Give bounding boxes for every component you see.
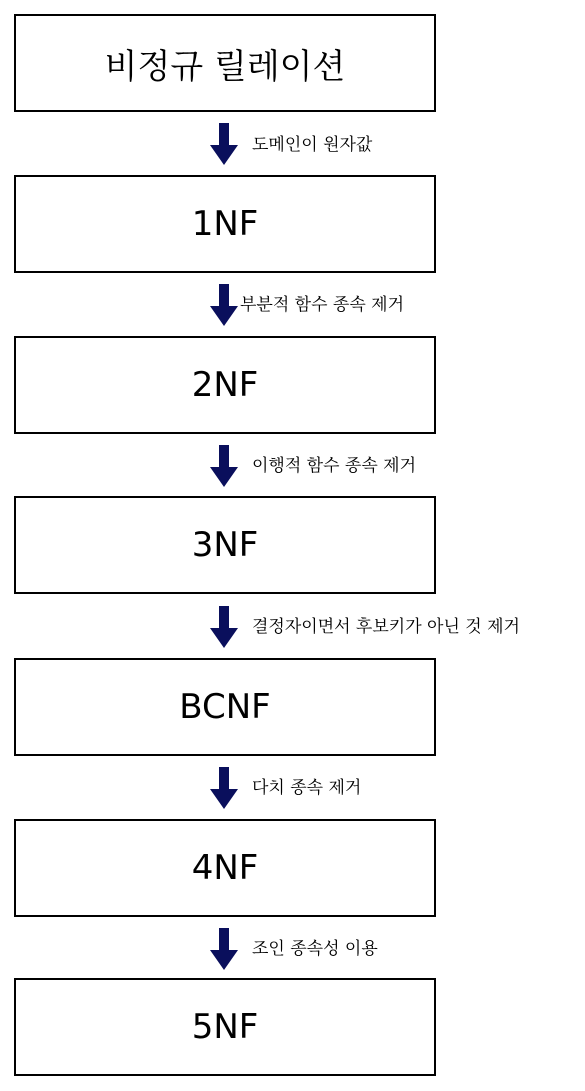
transition-label: 결정자이면서 후보키가 아닌 것 제거 <box>252 617 520 637</box>
transition-label: 다치 종속 제거 <box>252 778 362 798</box>
stage-label: 비정규 릴레이션 <box>104 46 346 87</box>
down-arrow-icon <box>209 606 239 648</box>
stage-box-4nf <box>14 819 436 917</box>
stage-box-bcnf <box>14 658 436 756</box>
stage-label: 2NF <box>191 365 259 405</box>
down-arrow-icon <box>209 445 239 487</box>
stage-box-1nf <box>14 175 436 273</box>
transition-label: 도메인이 원자값 <box>252 135 373 155</box>
stage-box-2nf <box>14 336 436 434</box>
stage-label: 3NF <box>191 525 259 565</box>
stage-label: 5NF <box>191 1007 259 1047</box>
transition-label: 이행적 함수 종속 제거 <box>252 456 417 476</box>
stage-label: 4NF <box>191 848 259 888</box>
down-arrow-icon <box>209 123 239 165</box>
stage-box-5nf <box>14 978 436 1076</box>
stage-label: 1NF <box>191 204 259 244</box>
transition-label: 부분적 함수 종속 제거 <box>240 295 405 315</box>
stage-label: BCNF <box>179 687 271 727</box>
stage-box-unnormalized <box>14 14 436 112</box>
stage-box-3nf <box>14 496 436 594</box>
transition-label: 조인 종속성 이용 <box>252 939 378 959</box>
down-arrow-icon <box>209 284 239 326</box>
down-arrow-icon <box>209 767 239 809</box>
down-arrow-icon <box>209 928 239 970</box>
